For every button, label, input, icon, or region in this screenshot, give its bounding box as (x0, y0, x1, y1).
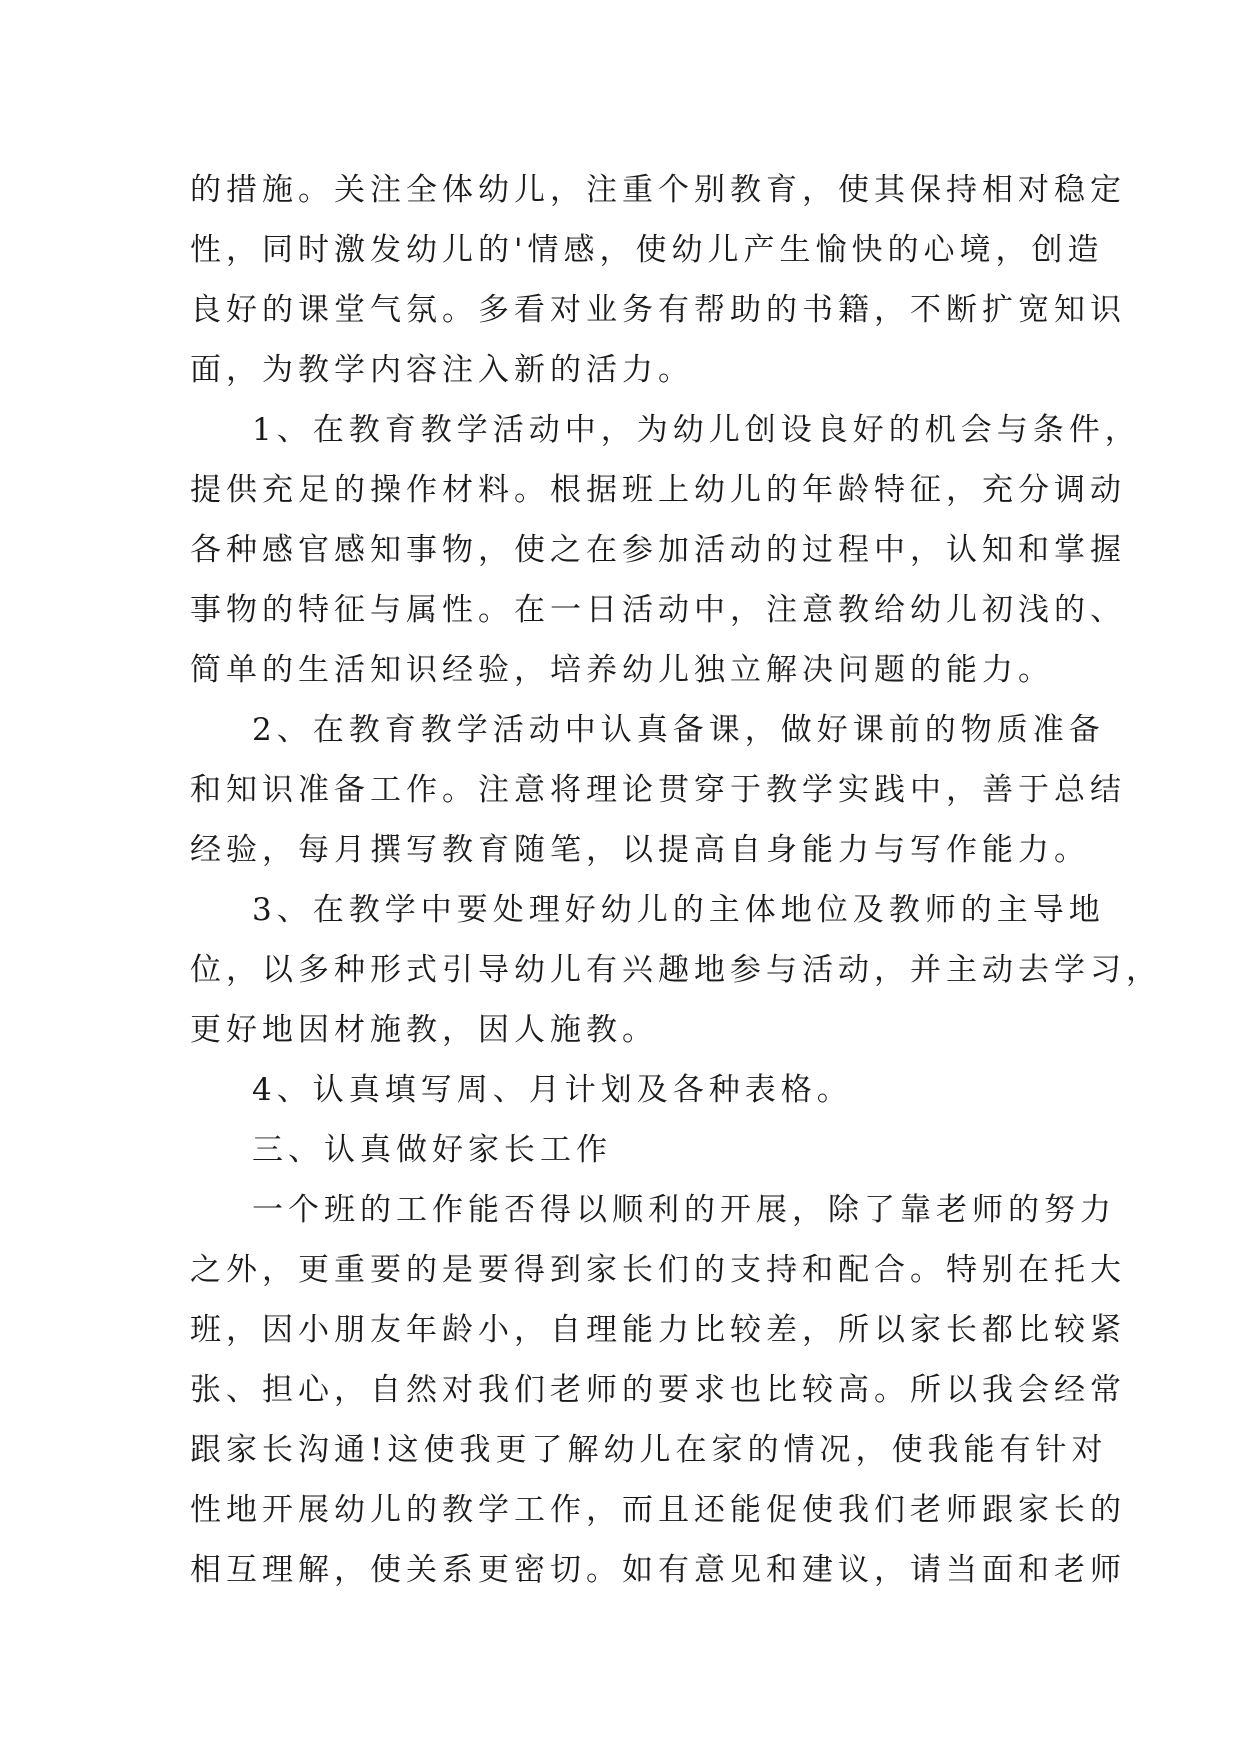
text-line: 3、在教学中要处理好幼儿的主体地位及教师的主导地 (252, 892, 1105, 928)
document-body (190, 160, 1162, 1600)
text-line: 面，为教学内容注入新的活力。 (190, 352, 694, 388)
text-line: 各种感官感知事物，使之在参加活动的过程中，认知和掌握 (190, 532, 1126, 568)
text-line: 更好地因材施教，因人施教。 (190, 1012, 658, 1048)
text-line: 位，以多种形式引导幼儿有兴趣地参与活动，并主动去学习， (190, 952, 1162, 988)
text-line: 经验，每月撰写教育随笔，以提高自身能力与写作能力。 (190, 832, 1090, 868)
text-line: 张、担心，自然对我们老师的要求也比较高。所以我会经常 (190, 1372, 1126, 1408)
text-line: 简单的生活知识经验，培养幼儿独立解决问题的能力。 (190, 652, 1054, 688)
text-line: 4、认真填写周、月计划及各种表格。 (252, 1072, 853, 1108)
text-line: 事物的特征与属性。在一日活动中，注意教给幼儿初浅的、 (190, 592, 1126, 628)
text-line: 和知识准备工作。注意将理论贯穿于教学实践中，善于总结 (190, 772, 1126, 808)
text-line: 2、在教育教学活动中认真备课，做好课前的物质准备 (252, 712, 1105, 748)
text-line: 1、在教育教学活动中，为幼儿创设良好的机会与条件， (252, 412, 1141, 448)
text-line: 跟家长沟通!这使我更了解幼儿在家的情况，使我能有针对 (190, 1432, 1108, 1468)
text-line: 一个班的工作能否得以顺利的开展，除了靠老师的努力 (252, 1192, 1116, 1228)
text-line: 良好的课堂气氛。多看对业务有帮助的书籍，不断扩宽知识 (190, 292, 1126, 328)
text-line: 之外，更重要的是要得到家长们的支持和配合。特别在托大 (190, 1252, 1126, 1288)
text-line: 性地开展幼儿的教学工作，而且还能促使我们老师跟家长的 (190, 1492, 1126, 1528)
section-heading: 三、认真做好家长工作 (252, 1132, 612, 1168)
text-line: 相互理解，使关系更密切。如有意见和建议，请当面和老师 (190, 1552, 1126, 1588)
text-line: 性，同时激发幼儿的'情感，使幼儿产生愉快的心境，创造 (190, 232, 1104, 268)
text-line: 的措施。关注全体幼儿，注重个别教育，使其保持相对稳定 (190, 172, 1126, 208)
text-line: 班，因小朋友年龄小，自理能力比较差，所以家长都比较紧 (190, 1312, 1126, 1348)
text-line: 提供充足的操作材料。根据班上幼儿的年龄特征，充分调动 (190, 472, 1126, 508)
